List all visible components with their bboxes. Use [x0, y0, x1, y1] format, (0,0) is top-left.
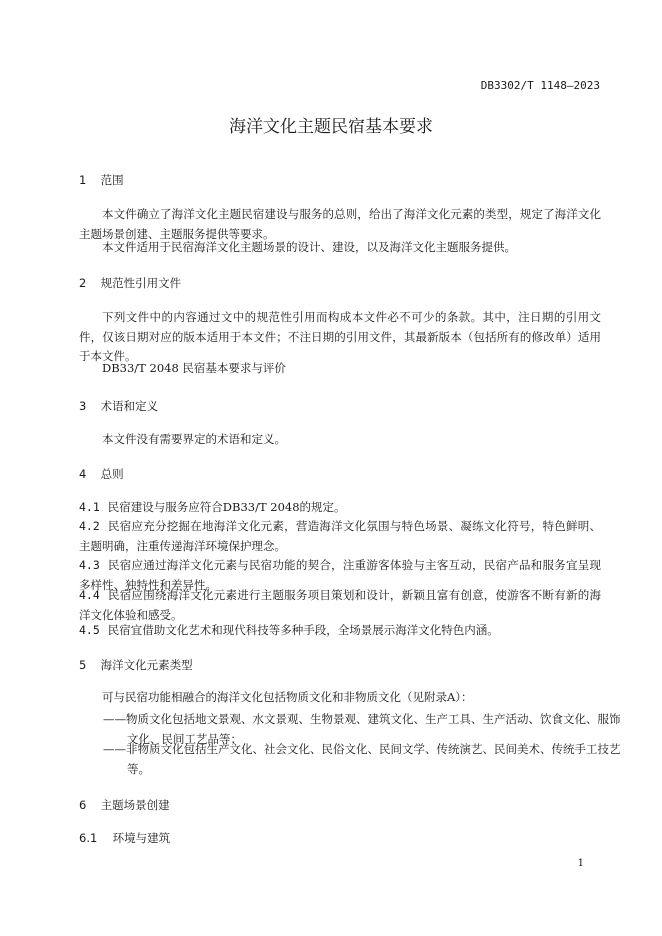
subsection-6-1-heading [79, 830, 170, 846]
section-title: 总则 [100, 467, 124, 481]
list-item: ——非物质文化包括生产文化、社会文化、民俗文化、民间文学、传统演艺、民间美术、传统手工技艺等。 [103, 742, 621, 776]
clause-number: 4.5 [79, 623, 100, 637]
clause-number: 4.2 [79, 519, 100, 533]
clause-4-2 [79, 517, 601, 556]
paragraph: 本文件确立了海洋文化主题民宿建设与服务的总则，给出了海洋文化元素的类型，规定了海洋文化主题场景创建、主题服务提供等要求。 [79, 207, 601, 241]
paragraph: 下列文件中的内容通过文中的规范性引用而构成本文件必不可少的条款。其中，注日期的引用文件，仅该日期对应的版本适用于本文件；不注日期的引用文件，其最新版本（包括所有的修改单）适用于本文件。 [79, 310, 601, 363]
section-number: 2 [79, 276, 87, 290]
clause-4-5 [79, 621, 601, 641]
section-6-heading [79, 797, 170, 813]
normative-reference: DB33/T 2048 民宿基本要求与评价 [102, 361, 286, 375]
section-number: 1 [79, 173, 87, 187]
section-2-heading [79, 275, 181, 291]
section-3-heading [79, 398, 158, 414]
section-title: 规范性引用文件 [100, 276, 182, 290]
section-5-heading [79, 657, 193, 673]
section-number: 5 [79, 658, 87, 672]
section-title: 环境与建筑 [112, 831, 171, 845]
section-1-heading [79, 172, 124, 188]
section-number: 6 [79, 798, 87, 812]
list-item: ——物质文化包括地文景观、水文景观、生物景观、建筑文化、生产工具、生产活动、饮食文化、服饰文化、民间工艺品等； [103, 712, 621, 746]
section-number: 3 [79, 399, 87, 413]
document-number: DB3302/T 1148—2023 [480, 79, 600, 92]
clause-text: 民宿应充分挖掘在地海洋文化元素，营造海洋文化氛围与特色场景、凝练文化符号，特色鲜明、主题明确，注重传递海洋环境保护理念。 [79, 519, 601, 553]
document-title: 海洋文化主题民宿基本要求 [229, 117, 433, 137]
paragraph: 本文件没有需要界定的术语和定义。 [102, 432, 286, 446]
clause-4-4 [79, 586, 601, 625]
clause-text: 民宿建设与服务应符合DB33/T 2048的规定。 [107, 500, 346, 514]
section-title: 海洋文化元素类型 [100, 658, 193, 672]
paragraph: 本文件适用于民宿海洋文化主题场景的设计、建设，以及海洋文化主题服务提供。 [102, 240, 516, 254]
section-title: 范围 [100, 173, 124, 187]
clause-number: 4.3 [79, 558, 100, 572]
clause-number: 4.1 [79, 500, 100, 514]
page-number: 1 [577, 858, 584, 869]
clause-number: 4.4 [79, 588, 100, 602]
section-number: 4 [79, 467, 87, 481]
section-title: 术语和定义 [100, 399, 159, 413]
section-title: 主题场景创建 [100, 798, 170, 812]
clause-text: 民宿宜借助文化艺术和现代科技等多种手段，全场景展示海洋文化特色内涵。 [107, 623, 499, 637]
section-number: 6.1 [79, 831, 98, 845]
clause-text: 民宿应围绕海洋文化元素进行主题服务项目策划和设计，新颖且富有创意，使游客不断有新的海洋文化体验和感受。 [79, 588, 601, 622]
clause-text: 民宿应通过海洋文化元素与民宿功能的契合，注重游客体验与主客互动，民宿产品和服务宜呈现多样性、独特性和差异性。 [79, 558, 601, 592]
section-4-heading [79, 466, 124, 482]
clause-4-1 [79, 498, 601, 518]
paragraph: 可与民宿功能相融合的海洋文化包括物质文化和非物质文化（见附录A）： [102, 690, 473, 704]
